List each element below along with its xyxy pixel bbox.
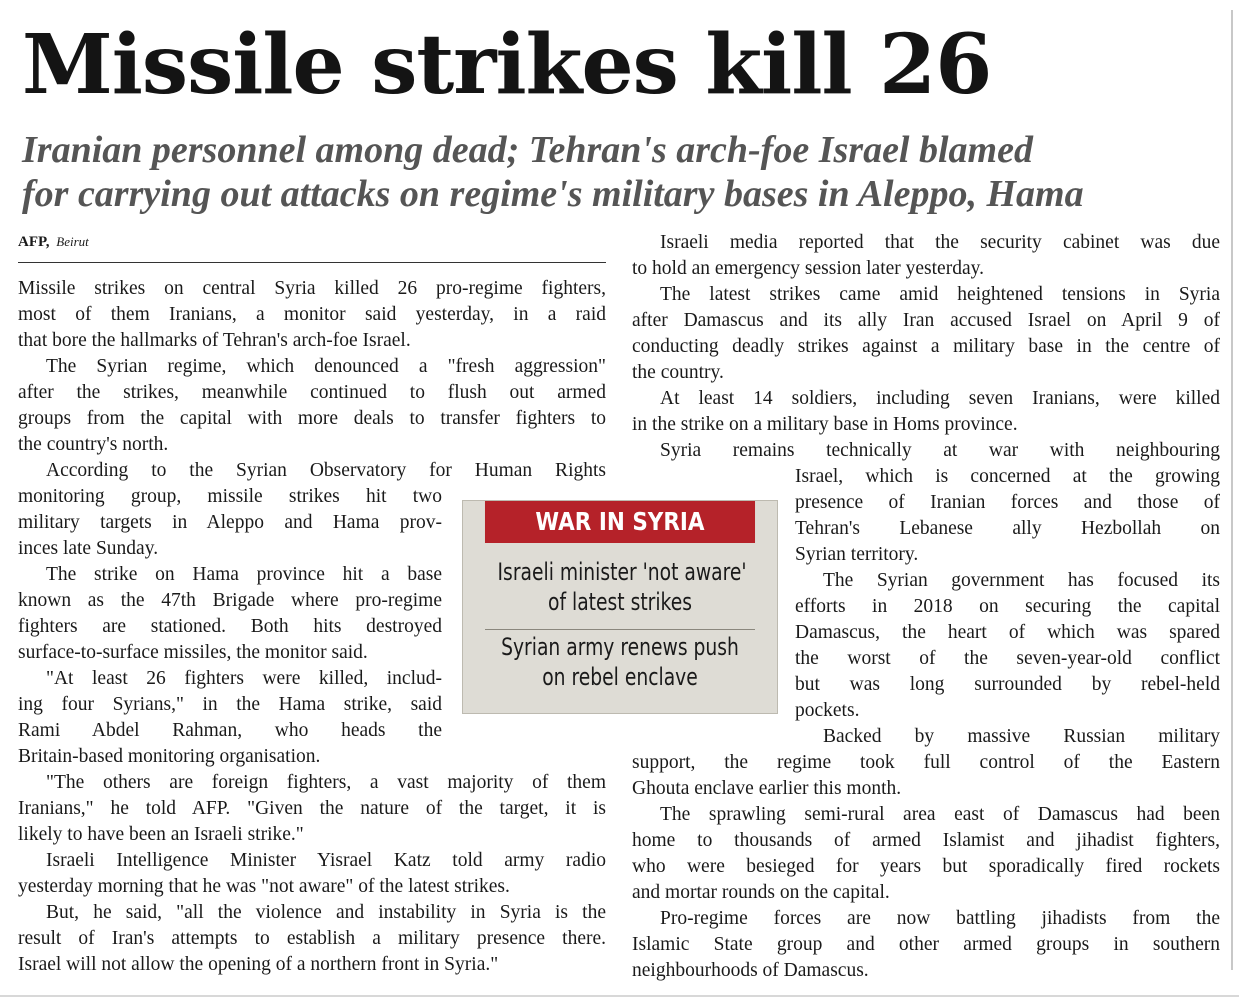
- article-line: At least 14 soldiers, including seven Iranians, were killed: [660, 388, 1220, 409]
- article-line: "The others are foreign fighters, a vast majority of them: [46, 772, 606, 793]
- article-line: The latest strikes came amid heightened tensions in Syria: [660, 284, 1220, 305]
- article-line: efforts in 2018 on securing the capital: [795, 596, 1220, 617]
- article-line: Ghouta enclave earlier this month.: [632, 778, 902, 799]
- article-line: Iranians," he told AFP. "Given the nature of the target, it is: [18, 798, 606, 819]
- byline-agency: AFP,: [18, 234, 50, 250]
- article-line: presence of Iranian forces and those of: [795, 492, 1220, 513]
- article-line: surface-to-surface missiles, the monitor said.: [18, 642, 368, 663]
- subheadline: [22, 128, 1217, 216]
- article-line: conducting deadly strikes against a military base in the centre of: [632, 336, 1220, 357]
- article-line: Britain-based monitoring organisation.: [18, 746, 321, 767]
- article-line: Rami Abdel Rahman, who heads the: [18, 720, 442, 741]
- article-line: military targets in Aleppo and Hama prov-: [18, 512, 442, 533]
- subheadline-text: for carrying out attacks on regime's military bases in Aleppo, Hama: [22, 173, 1084, 215]
- article-line: The sprawling semi-rural area east of Damascus had been: [660, 804, 1220, 825]
- article-line: most of them Iranians, a monitor said yesterday, in a raid: [18, 304, 606, 325]
- article-line: The Syrian regime, which denounced a "fresh aggression": [46, 356, 606, 377]
- article-line: Israel will not allow the opening of a northern front in Syria.": [18, 954, 499, 975]
- article-line: According to the Syrian Observatory for Human Rights: [46, 460, 606, 481]
- column-rule: [1231, 10, 1233, 970]
- article-line: Missile strikes on central Syria killed 26 pro-regime fighters,: [18, 278, 606, 299]
- article-line: to hold an emergency session later yesterday.: [632, 258, 984, 279]
- article-line: The strike on Hama province hit a base: [46, 564, 442, 585]
- article-line: but was long surrounded by rebel-held: [795, 674, 1220, 695]
- article-line: Israeli Intelligence Minister Yisrael Katz told army radio: [46, 850, 606, 871]
- article-line: result of Iran's attempts to establish a military presence there.: [18, 928, 606, 949]
- article-line: Pro-regime forces are now battling jihadists from the: [660, 908, 1220, 929]
- article-line: support, the regime took full control of the Eastern: [632, 752, 1220, 773]
- article-line: yesterday morning that he was "not aware" of the latest strikes.: [18, 876, 510, 897]
- article-line: and mortar rounds on the capital.: [632, 882, 890, 903]
- sidebar-box: [462, 500, 778, 714]
- article-line: neighbourhoods of Damascus.: [632, 960, 869, 981]
- article-line: Syrian territory.: [795, 544, 919, 565]
- article-line: in the strike on a military base in Homs province.: [632, 414, 1018, 435]
- byline: [18, 232, 89, 252]
- sidebar-item-line: on rebel enclave: [542, 663, 698, 691]
- sidebar-item-line: of latest strikes: [547, 588, 693, 616]
- article-line: "At least 26 fighters were killed, includ-: [46, 668, 442, 689]
- article-line: the country.: [632, 362, 724, 383]
- article-line: who were besieged for years but sporadically fired rockets: [632, 856, 1220, 877]
- subheadline-line: [22, 128, 1217, 172]
- sidebar-item-line: Israeli minister 'not aware': [497, 558, 747, 586]
- article-line: Israeli media reported that the security cabinet was due: [660, 232, 1220, 253]
- headline-text: Missile strikes kill 26: [22, 17, 992, 113]
- article-line: inces late Sunday.: [18, 538, 159, 559]
- article-line: Israel, which is concerned at the growing: [795, 466, 1220, 487]
- article-line: after the strikes, meanwhile continued to flush out armed: [18, 382, 606, 403]
- article-line: ing four Syrians," in the Hama strike, said: [18, 694, 442, 715]
- article-line: The Syrian government has focused its: [823, 570, 1220, 591]
- sidebar-item: [463, 557, 777, 617]
- sidebar-item-line: Syrian army renews push: [501, 633, 739, 661]
- headline: [22, 6, 1222, 124]
- page-bottom-rule: [0, 995, 1239, 997]
- article-line: Syria remains technically at war with neighbouring: [660, 440, 1220, 461]
- article-line: But, he said, "all the violence and instability in Syria is the: [46, 902, 606, 923]
- article-line: the country's north.: [18, 434, 169, 455]
- article-line: after Damascus and its ally Iran accused Israel on April 9 of: [632, 310, 1220, 331]
- article-line: groups from the capital with more deals to transfer fighters to: [18, 408, 606, 429]
- article-line: monitoring group, missile strikes hit two: [18, 486, 442, 507]
- article-line: fighters are stationed. Both hits destroyed: [18, 616, 442, 637]
- article-line: known as the 47th Brigade where pro-regime: [18, 590, 442, 611]
- subheadline-line: [22, 172, 1217, 216]
- article-line: pockets.: [795, 700, 860, 721]
- byline-rule: [18, 262, 606, 263]
- subheadline-text: Iranian personnel among dead; Tehran's arch-foe Israel blamed: [22, 129, 1033, 171]
- article-line: that bore the hallmarks of Tehran's arch-foe Israel.: [18, 330, 411, 351]
- article-line: likely to have been an Israeli strike.": [18, 824, 304, 845]
- article-line: Backed by massive Russian military: [823, 726, 1220, 747]
- article-line: home to thousands of armed Islamist and jihadist fighters,: [632, 830, 1220, 851]
- article-line: Tehran's Lebanese ally Hezbollah on: [795, 518, 1220, 539]
- article-line: the worst of the seven-year-old conflict: [795, 648, 1220, 669]
- article-line: Islamic State group and other armed groups in southern: [632, 934, 1220, 955]
- sidebar-divider: [485, 629, 755, 630]
- sidebar-item: [463, 632, 777, 692]
- sidebar-title: WAR IN SYRIA: [485, 501, 755, 543]
- byline-location: Beirut: [56, 234, 89, 249]
- article-line: Damascus, the heart of which was spared: [795, 622, 1220, 643]
